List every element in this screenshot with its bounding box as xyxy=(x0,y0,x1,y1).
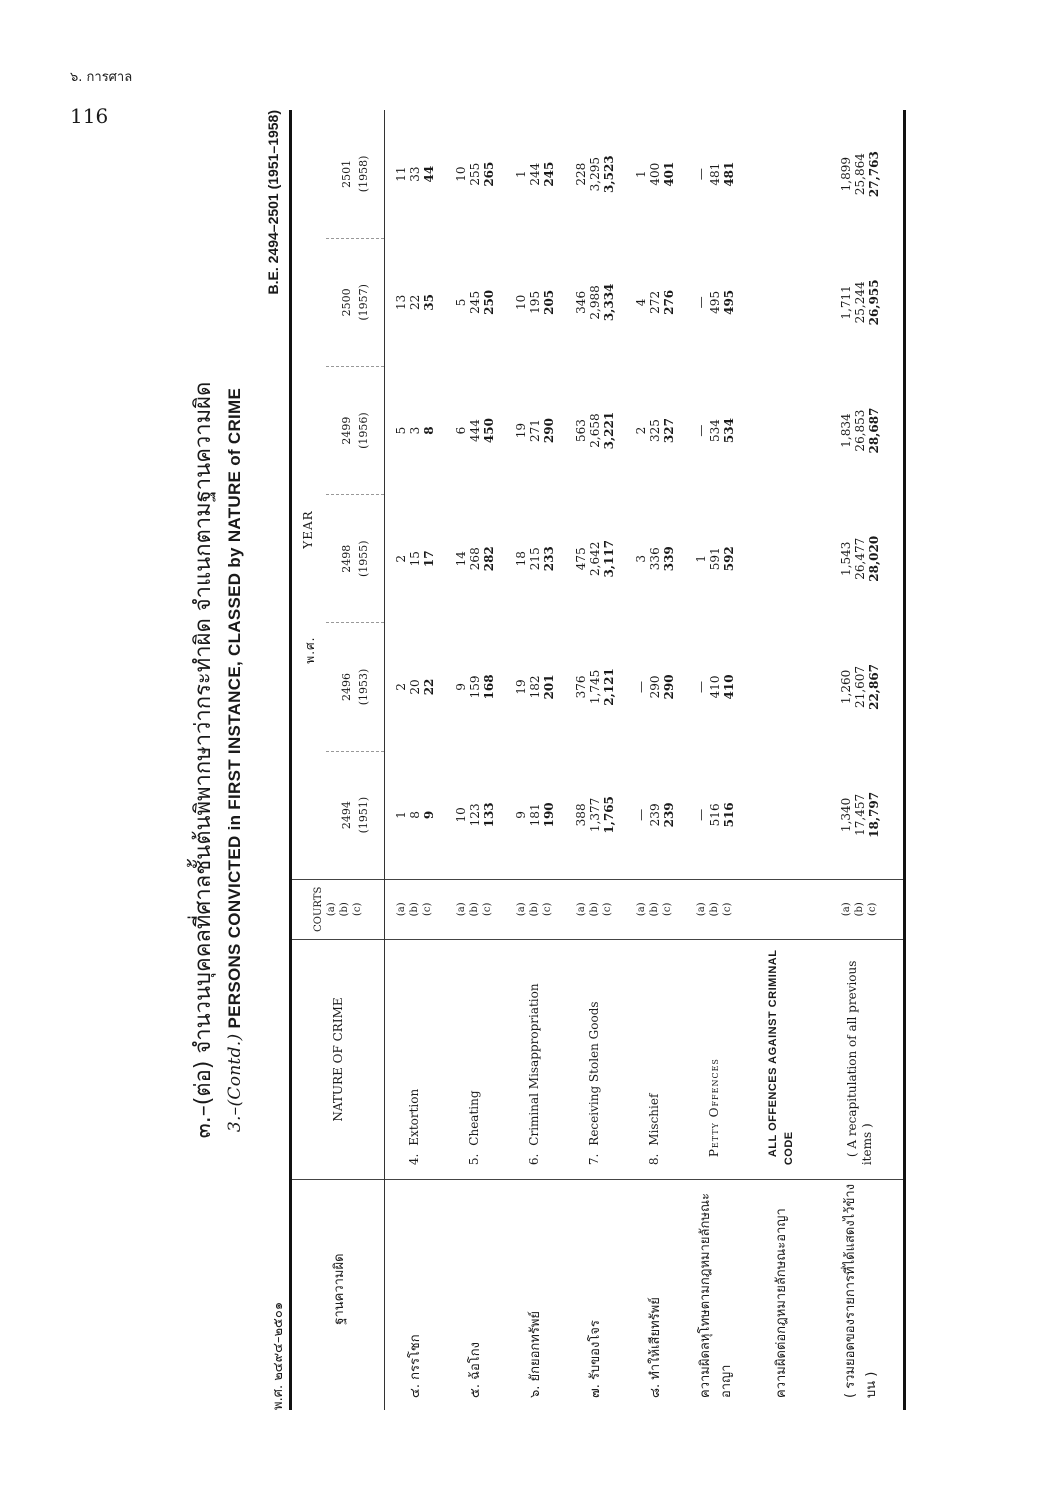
value: — xyxy=(693,168,708,181)
value: 475 xyxy=(573,547,588,571)
value-total: 3,334 xyxy=(601,283,616,322)
crime-thai: ๔. กรรโชก xyxy=(385,1180,445,1410)
value-total: 133 xyxy=(481,802,496,828)
value: 25,864 xyxy=(852,153,867,196)
value-cell xyxy=(745,110,817,238)
value-cell xyxy=(385,495,445,623)
value-total: 290 xyxy=(661,674,676,700)
value-total: 28,687 xyxy=(866,407,881,454)
value: 239 xyxy=(647,803,662,827)
crime-number: 7. xyxy=(587,1153,601,1166)
value-cell xyxy=(445,366,505,494)
value-cell xyxy=(385,623,445,751)
value-cell xyxy=(625,366,685,494)
period-english: B.E. 2494–2501 (1951–1958) xyxy=(265,110,281,295)
value-cell xyxy=(685,366,745,494)
value-cell xyxy=(505,623,565,751)
value-cell xyxy=(565,110,625,238)
value: 2 xyxy=(393,554,408,563)
crime-thai: ๕. ฉ้อโกง xyxy=(445,1180,505,1410)
crime-thai: ( รวมยอดของรายการที่ได้แสดงไว้ข้างบน ) xyxy=(817,1180,905,1410)
value: 21,607 xyxy=(852,665,867,708)
value: 3 xyxy=(633,554,648,563)
value-cell xyxy=(817,623,905,751)
crime-name: Mischief xyxy=(647,1093,661,1146)
value: 1 xyxy=(513,170,528,178)
value: 1,745 xyxy=(587,669,602,705)
value: 8 xyxy=(407,811,422,819)
header-court-c: (c) xyxy=(352,902,363,916)
value: 1 xyxy=(393,811,408,819)
court-code: (b) xyxy=(649,902,660,917)
court-codes xyxy=(505,879,565,939)
year-ce: (1953) xyxy=(357,668,370,706)
value-cell xyxy=(565,751,625,879)
value: 10 xyxy=(513,294,528,311)
value: 26,853 xyxy=(852,409,867,452)
court-code: (c) xyxy=(422,902,434,916)
value: 245 xyxy=(467,290,482,314)
value-total: 534 xyxy=(721,418,736,444)
value: 19 xyxy=(513,422,528,439)
value-cell xyxy=(385,366,445,494)
court-code: (a) xyxy=(696,902,707,917)
header-year-col xyxy=(326,366,385,494)
value: 195 xyxy=(527,290,542,314)
value-cell xyxy=(625,110,685,238)
value: 2 xyxy=(633,426,648,435)
court-code: (a) xyxy=(576,902,587,917)
value: 18 xyxy=(513,551,528,567)
value-cell xyxy=(685,623,745,751)
year-ce: (1955) xyxy=(357,540,370,578)
header-court-b: (b) xyxy=(339,902,350,917)
table-row xyxy=(385,110,445,1410)
court-code: (c) xyxy=(867,902,879,916)
crime-thai: ๖. ยักยอกทรัพย์ xyxy=(505,1180,565,1410)
value-total: 18,797 xyxy=(866,791,881,838)
value-total: 27,763 xyxy=(866,151,881,198)
year-be: 2498 xyxy=(340,544,353,573)
table-row xyxy=(817,110,905,1410)
value-total: 8 xyxy=(421,426,436,435)
value-total: 28,020 xyxy=(866,535,881,582)
value-cell xyxy=(565,366,625,494)
header-year-thai: พ.ศ. xyxy=(303,636,317,664)
value-cell xyxy=(625,238,685,366)
value: 2,642 xyxy=(587,541,602,576)
crime-thai: ความผิดต่อกฎหมายลักษณะอาญา xyxy=(745,1180,817,1410)
section-label: ๖. การศาล xyxy=(70,70,133,85)
crime-name: Receiving Stolen Goods xyxy=(587,1001,601,1146)
value: 9 xyxy=(513,811,528,819)
value-cell xyxy=(445,110,505,238)
page-number: 116 xyxy=(70,104,109,128)
value-cell xyxy=(625,751,685,879)
value-cell xyxy=(445,623,505,751)
court-codes xyxy=(385,879,445,939)
value: 26,477 xyxy=(852,537,867,580)
value-cell xyxy=(505,495,565,623)
value: — xyxy=(693,680,708,693)
value: 3 xyxy=(407,426,422,435)
crime-name: Cheating xyxy=(467,1090,481,1146)
title-english xyxy=(225,110,245,1410)
value-cell xyxy=(445,495,505,623)
value: 290 xyxy=(647,675,662,699)
court-codes xyxy=(625,879,685,939)
value: 388 xyxy=(573,803,588,827)
value-total: 516 xyxy=(721,802,736,828)
year-be: 2494 xyxy=(340,801,353,830)
court-code: (c) xyxy=(602,902,613,916)
court-codes xyxy=(445,879,505,939)
value-cell xyxy=(817,110,905,238)
value-total: 401 xyxy=(661,161,676,187)
value: 228 xyxy=(573,162,588,186)
header-year-en: YEAR xyxy=(301,510,315,549)
header-courts-label: COURTS xyxy=(313,886,324,932)
value-cell xyxy=(625,623,685,751)
court-code: (a) xyxy=(516,902,527,917)
header-year-col xyxy=(326,495,385,623)
value: 17,457 xyxy=(852,793,867,836)
value: 591 xyxy=(707,547,722,571)
table-row xyxy=(745,110,817,1410)
value-cell xyxy=(505,110,565,238)
value: 244 xyxy=(527,162,542,186)
crime-thai: ความผิดลหุโทษตามกฎหมายลักษณะอาญา xyxy=(685,1180,745,1410)
table-row xyxy=(685,110,745,1410)
value-cell xyxy=(685,110,745,238)
value: 1,834 xyxy=(838,413,853,448)
header-year-col xyxy=(326,238,385,366)
crime-nature xyxy=(625,939,685,1179)
table-row xyxy=(505,110,565,1410)
value-total: 17 xyxy=(421,550,436,568)
court-codes xyxy=(817,879,905,939)
value-cell xyxy=(685,751,745,879)
crime-name: ALL OFFENCES AGAINST CRIMINAL CODE xyxy=(766,949,795,1166)
value-total: 9 xyxy=(421,810,436,820)
header-courts xyxy=(291,879,385,939)
value: 1,260 xyxy=(838,669,853,705)
court-code: (b) xyxy=(409,902,421,917)
rotated-table-page xyxy=(175,110,975,1410)
table-row xyxy=(445,110,505,1410)
value-total: 327 xyxy=(661,418,676,444)
value: — xyxy=(693,296,708,309)
header-year-col xyxy=(326,623,385,751)
crime-name: ( A recapitulation of all previous items ) xyxy=(844,960,874,1166)
header-nature: NATURE OF CRIME xyxy=(291,939,385,1179)
value: 19 xyxy=(513,679,528,695)
title-main: PERSONS CONVICTED in FIRST INSTANCE, CLASSED by NATURE of CRIME xyxy=(225,387,244,1029)
crime-number: 6. xyxy=(527,1153,541,1166)
year-ce: (1957) xyxy=(357,284,370,321)
value: 563 xyxy=(573,419,588,443)
court-code: (a) xyxy=(841,902,853,917)
header-year-col xyxy=(326,751,385,879)
value: 6 xyxy=(453,426,468,435)
value-total: 339 xyxy=(661,546,676,572)
value-total: 201 xyxy=(541,674,556,700)
value: 272 xyxy=(647,290,662,314)
header-court-a: (a) xyxy=(326,902,337,917)
court-code: (c) xyxy=(542,902,553,916)
value-total: 3,117 xyxy=(601,539,616,578)
crime-nature xyxy=(745,939,817,1179)
value: — xyxy=(633,808,648,821)
title-prefix: 3.–(Contd.) xyxy=(225,1033,245,1133)
value: 481 xyxy=(707,162,722,186)
court-code: (c) xyxy=(722,902,733,916)
value-total: 265 xyxy=(481,161,496,187)
value: 2,658 xyxy=(587,413,602,448)
court-code: (b) xyxy=(854,902,866,917)
value-cell xyxy=(745,623,817,751)
value-total: 481 xyxy=(721,161,736,187)
value-cell xyxy=(817,751,905,879)
value: 534 xyxy=(707,419,722,443)
crime-thai: ๘. ทำให้เสียทรัพย์ xyxy=(625,1180,685,1410)
value: 1,340 xyxy=(838,797,853,833)
year-be: 2499 xyxy=(340,416,353,445)
value: 4 xyxy=(633,298,648,307)
value: 2 xyxy=(393,683,408,691)
value-total: 190 xyxy=(541,802,556,828)
value: — xyxy=(693,424,708,437)
value-total: 26,955 xyxy=(866,279,881,326)
value-cell xyxy=(505,751,565,879)
value: 11 xyxy=(393,166,408,182)
value: 1 xyxy=(633,170,648,178)
value: 5 xyxy=(453,298,468,307)
value-total: 495 xyxy=(721,289,736,315)
crime-nature xyxy=(445,939,505,1179)
court-code: (a) xyxy=(636,902,647,917)
crime-name: Extortion xyxy=(407,1088,422,1146)
court-codes xyxy=(745,879,817,939)
header-thai: ฐานความผิด xyxy=(291,1180,385,1410)
value: 444 xyxy=(467,419,482,443)
value: 3,295 xyxy=(587,156,602,192)
value-cell xyxy=(565,495,625,623)
value-cell xyxy=(385,751,445,879)
year-ce: (1958) xyxy=(357,155,370,193)
value-total: 276 xyxy=(661,289,676,315)
crime-nature xyxy=(505,939,565,1179)
value: 410 xyxy=(707,675,722,699)
value-cell xyxy=(565,623,625,751)
value-cell xyxy=(685,495,745,623)
value: 14 xyxy=(453,551,468,567)
crime-nature xyxy=(685,939,745,1179)
title-thai: ๓.–(ต่อ) จำนวนบุคคลที่ศาลชั้นต้นพิพากษาว่ากระทำผิด จำแนกตามฐานความผิด xyxy=(191,381,216,1139)
value-total: 450 xyxy=(481,418,496,444)
value: 400 xyxy=(647,162,662,186)
court-code: (b) xyxy=(709,902,720,917)
value: 123 xyxy=(467,803,482,827)
crime-number: 4. xyxy=(407,1153,422,1166)
year-be: 2496 xyxy=(340,672,353,701)
value: 181 xyxy=(527,803,542,827)
crime-nature xyxy=(385,939,445,1179)
value: 182 xyxy=(527,675,542,699)
crime-table xyxy=(289,110,906,1410)
value-cell xyxy=(745,495,817,623)
value: 10 xyxy=(453,807,468,823)
table-row xyxy=(565,110,625,1410)
value-total: 35 xyxy=(421,294,436,311)
value-cell xyxy=(745,366,817,494)
value-cell xyxy=(445,751,505,879)
value: — xyxy=(633,680,648,693)
value-total: 44 xyxy=(421,165,436,183)
court-code: (b) xyxy=(529,902,540,917)
year-ce: (1951) xyxy=(357,796,370,834)
crime-number: 8. xyxy=(647,1153,661,1166)
value-total: 410 xyxy=(721,674,736,700)
value-total: 290 xyxy=(541,418,556,444)
value: 376 xyxy=(573,675,588,699)
value-total: 22,867 xyxy=(866,663,881,710)
value: 1 xyxy=(693,554,708,563)
court-code: (a) xyxy=(456,902,467,917)
value-total: 168 xyxy=(481,674,496,700)
crime-nature xyxy=(817,939,905,1179)
court-codes xyxy=(685,879,745,939)
value-cell xyxy=(685,238,745,366)
header-year-col xyxy=(326,110,385,238)
value-total: 245 xyxy=(541,161,556,187)
value: 215 xyxy=(527,547,542,571)
value: 22 xyxy=(407,294,422,311)
table-body xyxy=(385,110,905,1410)
value: 15 xyxy=(407,551,422,567)
value-total: 205 xyxy=(541,289,556,315)
crime-nature xyxy=(565,939,625,1179)
value: 5 xyxy=(393,426,408,435)
value-total: 3,221 xyxy=(601,411,616,450)
value-cell xyxy=(385,238,445,366)
year-be: 2501 xyxy=(340,159,353,188)
value: 1,543 xyxy=(838,541,853,576)
value: 346 xyxy=(573,290,588,314)
value-cell xyxy=(565,238,625,366)
crime-number: 5. xyxy=(467,1153,481,1166)
value-total: 1,765 xyxy=(601,796,616,834)
value: 13 xyxy=(393,294,408,311)
value: 336 xyxy=(647,547,662,571)
value-cell xyxy=(505,366,565,494)
value: 1,377 xyxy=(587,797,602,833)
court-code: (c) xyxy=(662,902,673,916)
value: 2,988 xyxy=(587,285,602,320)
period-thai: พ.ศ. ๒๔๙๔–๒๕๐๑ xyxy=(271,1301,286,1410)
value-total: 239 xyxy=(661,802,676,828)
value-cell xyxy=(625,495,685,623)
value: 33 xyxy=(407,166,422,182)
value-cell xyxy=(445,238,505,366)
value: — xyxy=(693,808,708,821)
court-code: (a) xyxy=(396,902,408,917)
value-total: 282 xyxy=(481,546,496,572)
value: 10 xyxy=(453,166,468,182)
value: 255 xyxy=(467,162,482,186)
value: 271 xyxy=(527,419,542,443)
value: 268 xyxy=(467,547,482,571)
year-ce: (1956) xyxy=(357,412,370,449)
court-code: (b) xyxy=(589,902,600,917)
value-total: 22 xyxy=(421,678,436,696)
value-cell xyxy=(745,238,817,366)
value: 1,711 xyxy=(838,285,853,320)
value: 20 xyxy=(407,679,422,695)
value-total: 233 xyxy=(541,546,556,572)
value: 1,899 xyxy=(838,156,853,192)
value: 159 xyxy=(467,675,482,699)
crime-thai: ๗. รับของโจร xyxy=(565,1180,625,1410)
value-cell xyxy=(817,238,905,366)
crime-name: Petty Offences xyxy=(707,1058,721,1158)
table-row xyxy=(625,110,685,1410)
value-total: 592 xyxy=(721,546,736,572)
value-cell xyxy=(505,238,565,366)
value: 516 xyxy=(707,803,722,827)
value-cell xyxy=(817,495,905,623)
value: 25,244 xyxy=(852,281,867,324)
value: 325 xyxy=(647,419,662,443)
court-code: (b) xyxy=(469,902,480,917)
value-total: 2,121 xyxy=(601,668,616,706)
court-codes xyxy=(565,879,625,939)
court-code: (c) xyxy=(482,902,493,916)
value-total: 3,523 xyxy=(601,155,616,193)
header-year-group xyxy=(291,110,327,879)
year-be: 2500 xyxy=(340,288,353,317)
crime-name: Criminal Misappropriation xyxy=(527,983,541,1146)
value-cell xyxy=(745,751,817,879)
value: 495 xyxy=(707,290,722,314)
value-cell xyxy=(817,366,905,494)
value: 9 xyxy=(453,683,468,691)
value-cell xyxy=(385,110,445,238)
value-total: 250 xyxy=(481,289,496,315)
